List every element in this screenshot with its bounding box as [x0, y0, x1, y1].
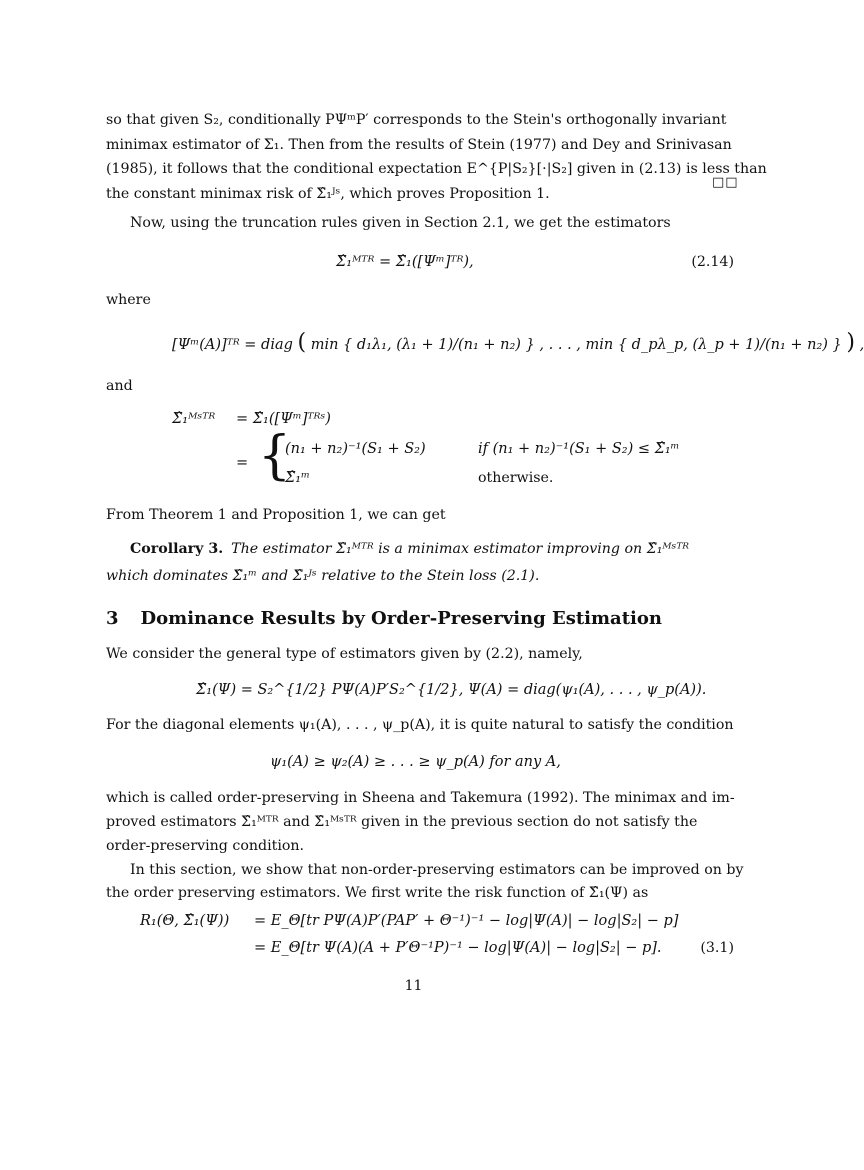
mstr-condition-2: otherwise.: [478, 470, 554, 486]
para1-line4: the constant minimax risk of Σ̂₁ᴶˢ, which proves Proposition 1.: [106, 186, 550, 202]
para1-line3: (1985), it follows that the conditional expectation E^{P|S₂}[·|S₂] given in (2.13) is less than: [106, 161, 767, 177]
section-title: Dominance Results by Order-Preserving Estimation: [140, 608, 662, 629]
corollary-3: [130, 541, 689, 557]
eq31-lhs: R₁(Θ, Σ̂₁(Ψ)): [140, 913, 230, 929]
truncation-lhs: [Ψᵐ(A)]ᵀᴿ = diag: [172, 337, 293, 353]
where-label: where: [106, 292, 151, 308]
corollary-label: Corollary 3.: [130, 541, 224, 557]
mstr-case-2: Σ̂₁ᵐ: [285, 470, 310, 486]
and-label: and: [106, 378, 133, 394]
para6-line1: which is called order-preserving in Sheena and Takemura (1992). The minimax and im-: [106, 790, 735, 806]
page-number: 11: [404, 978, 423, 994]
eq31-line1: = E_Θ[tr PΨ(A)P′(PAP′ + Θ⁻¹)⁻¹ − log|Ψ(A)| − log|S₂| − p]: [254, 913, 679, 929]
para5: For the diagonal elements ψ₁(A), . . . , ψ_p(A), it is quite natural to satisfy the condition: [106, 717, 734, 733]
equation-number-2-14: (2.14): [691, 254, 734, 270]
eq31-line2: = E_Θ[tr Ψ(A)(A + P′Θ⁻¹P)⁻¹ − log|Ψ(A)| − log|S₂| − p].: [254, 940, 662, 956]
corollary-line2: which dominates Σ̂₁ᵐ and Σ̂₁ᴶˢ relative to the Stein loss (2.1).: [106, 568, 540, 584]
mstr-condition-1: if (n₁ + n₂)⁻¹(S₁ + S₂) ≤ Σ̂₁ᵐ: [478, 441, 680, 457]
para4: We consider the general type of estimators given by (2.2), namely,: [106, 646, 583, 662]
section-heading: [106, 608, 662, 629]
section-number: 3: [106, 608, 119, 629]
equation-order-preserving: ψ₁(A) ≥ ψ₂(A) ≥ . . . ≥ ψ_p(A) for any A,: [270, 754, 561, 770]
para1-line2: minimax estimator of Σ₁. Then from the results of Stein (1977) and Dey and Srinivasan: [106, 137, 732, 153]
para2: Now, using the truncation rules given in Section 2.1, we get the estimators: [130, 215, 671, 231]
para6-line3: order-preserving condition.: [106, 838, 305, 854]
equation-general-estimator: Σ̂₁(Ψ) = S₂^{1/2} PΨ(A)P′S₂^{1/2}, Ψ(A) = diag(ψ₁(A), . . . , ψ_p(A)).: [196, 682, 707, 698]
mstr-lhs: Σ̂₁ᴹˢᵀᴿ: [172, 411, 216, 427]
cases-brace: {: [258, 426, 292, 486]
qed-symbol: □□: [712, 175, 739, 190]
equation-truncation: [Ψᵐ(A)]ᵀᴿ = diag ( min { d₁λ₁, (λ₁ + 1)/(n₁ + n₂) } , . . . , min { d_pλ_p, (λ_p + 1)/(n₁ + n₂) } ) ,: [172, 330, 864, 355]
mstr-case-1: (n₁ + n₂)⁻¹(S₁ + S₂): [285, 441, 426, 457]
truncation-term-1: min { d₁λ₁, (λ₁ + 1)/(n₁ + n₂) }: [310, 337, 535, 353]
para7-line1: In this section, we show that non-order-preserving estimators can be improved on by: [130, 862, 744, 878]
para1-line1: so that given S₂, conditionally PΨᵐP′ corresponds to the Stein's orthogonally invariant: [106, 112, 727, 128]
mstr-rhs: = Σ̂₁([Ψᵐ]ᵀᴿˢ): [236, 411, 331, 427]
truncation-tail: ,: [859, 337, 864, 353]
para3: From Theorem 1 and Proposition 1, we can get: [106, 507, 446, 523]
para7-line2: the order preserving estimators. We first write the risk function of Σ̂₁(Ψ) as: [106, 885, 649, 901]
equation-number-3-1: (3.1): [700, 940, 734, 956]
truncation-dots: , . . . ,: [539, 337, 586, 353]
para6-line2: proved estimators Σ̂₁ᴹᵀᴿ and Σ̂₁ᴹˢᵀᴿ given in the previous section do not satisfy the: [106, 814, 698, 830]
truncation-term-2: min { d_pλ_p, (λ_p + 1)/(n₁ + n₂) }: [585, 337, 842, 353]
equation-2-14: Σ̂₁ᴹᵀᴿ = Σ̂₁([Ψᵐ]ᵀᴿ),: [336, 254, 474, 270]
mstr-equals: =: [236, 455, 249, 471]
corollary-line1: The estimator Σ̂₁ᴹᵀᴿ is a minimax estimator improving on Σ̂₁ᴹˢᵀᴿ: [231, 541, 690, 557]
